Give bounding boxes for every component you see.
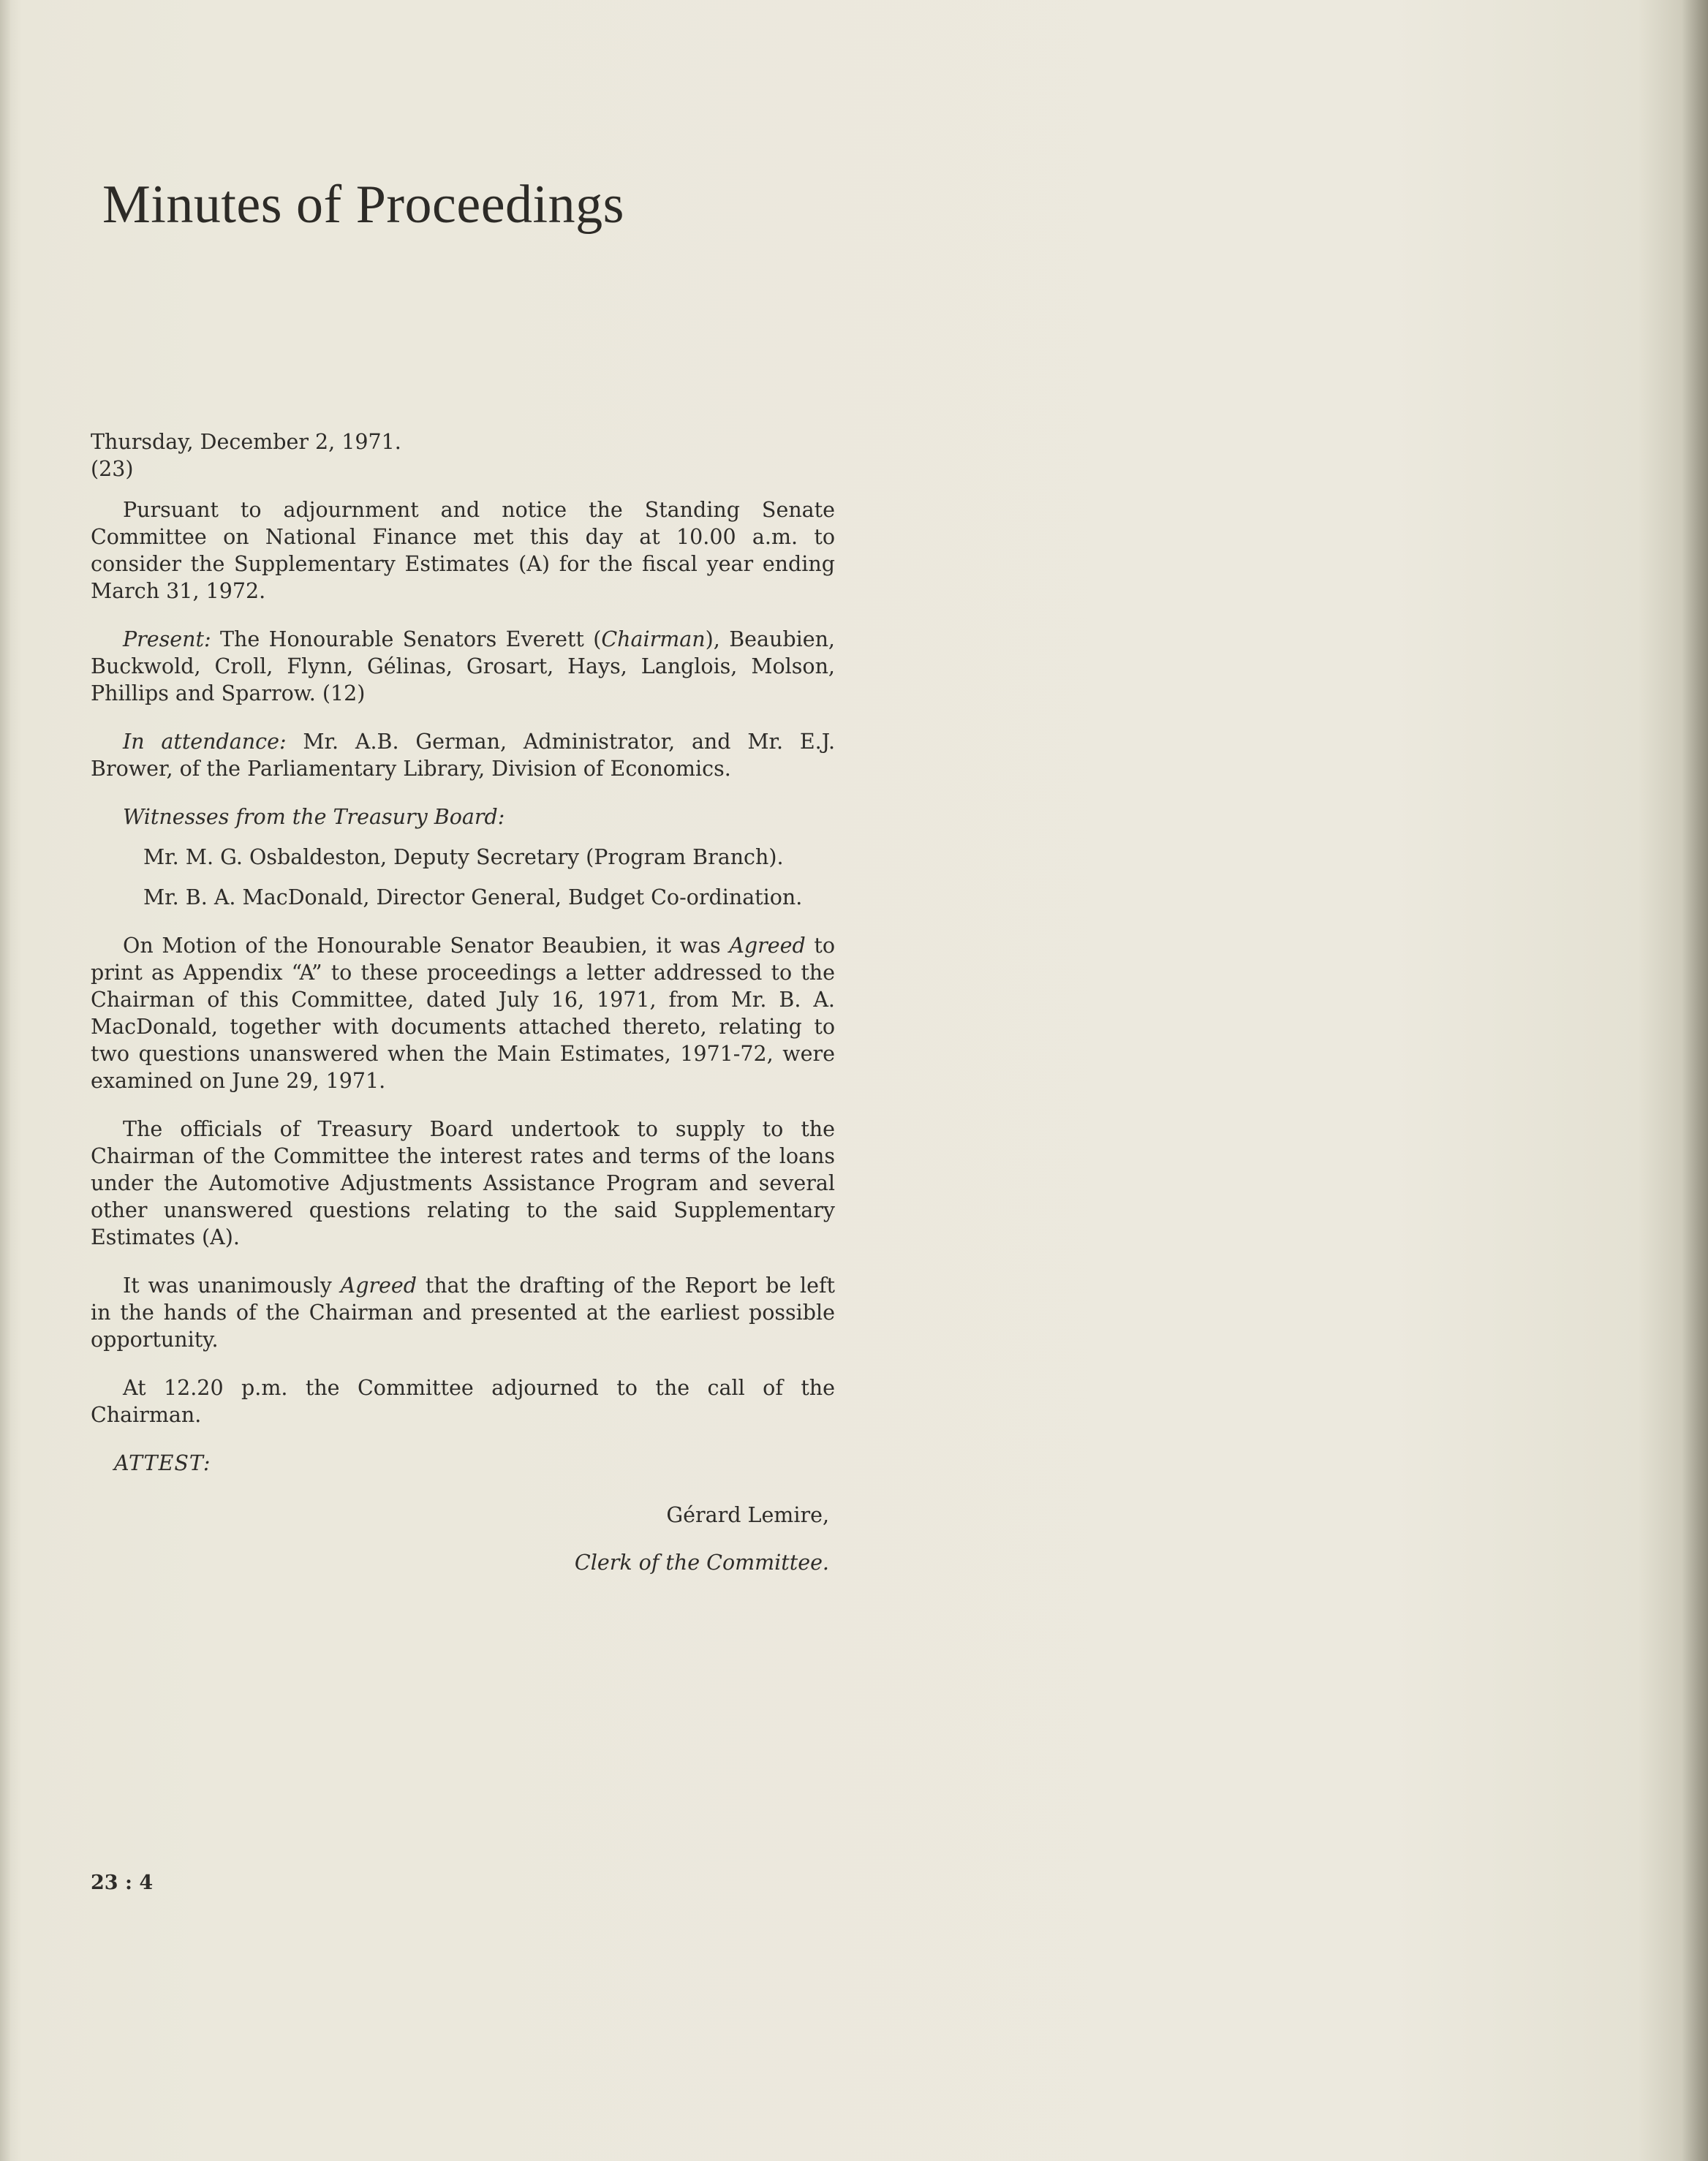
page-number: 23 : 4 bbox=[91, 1872, 154, 1894]
attest-label: ATTEST: bbox=[114, 1451, 211, 1475]
page-left-edge bbox=[0, 0, 10, 2161]
signer-name: Gérard Lemire, bbox=[666, 1503, 829, 1527]
unanimous-text-post: that the drafting of the Report be left in the hands of the Chairman and presented at the earliest possible opportunity. bbox=[91, 1273, 836, 1352]
motion-text-pre: On Motion of the Honourable Senator Beaubien, it was bbox=[123, 934, 721, 958]
present-text-post: ), Beaubien, Buckwold, Croll, Flynn, Gélinas, Grosart, Hays, Langlois, Molson, Phillips and Sparrow. (12) bbox=[91, 627, 835, 705]
witness-item: Mr. B. A. MacDonald, Director General, Budget Co-ordination. bbox=[143, 885, 803, 909]
present-chairman: Chairman bbox=[601, 627, 706, 651]
signer-title: Clerk of the Committee. bbox=[574, 1551, 829, 1575]
page-title: Minutes of Proceedings bbox=[102, 175, 624, 235]
meeting-number: (23) bbox=[91, 457, 134, 481]
motion-text-post: to print as Appendix “A” to these proceedings a letter addressed to the Chairman of this Committee, dated July 16, 1971, from Mr. B. A. MacDonald, together with documents attached thereto, relating to two questions unanswered when the Main Estimates, 1971-72, were examined on June 29, 1971. bbox=[91, 934, 835, 1093]
attendance-label: In attendance: bbox=[123, 730, 287, 754]
unanimous-agreed: Agreed bbox=[340, 1273, 417, 1298]
page-gutter-shadow bbox=[1682, 0, 1708, 2161]
meeting-date: Thursday, December 2, 1971. bbox=[91, 430, 401, 454]
attendance-paragraph bbox=[91, 728, 835, 782]
opening-paragraph: Pursuant to adjournment and notice the Standing Senate Committee on National Finance met this day at 10.00 a.m. to consider the Supplementary Estimates (A) for the fiscal year ending March 31, 1972. bbox=[91, 498, 835, 603]
adjourned-paragraph: At 12.20 p.m. the Committee adjourned to the call of the Chairman. bbox=[91, 1376, 835, 1427]
present-label: Present: bbox=[123, 627, 211, 651]
minutes-body bbox=[91, 428, 835, 1576]
motion-paragraph bbox=[91, 932, 835, 1094]
officials-paragraph: The officials of Treasury Board undertook to supply to the Chairman of the Committee the interest rates and terms of the loans under the Automotive Adjustments Assistance Program and several other unanswered questions relating to the said Supplementary Estimates (A). bbox=[91, 1117, 835, 1249]
unanimous-text-pre: It was unanimously bbox=[123, 1273, 332, 1298]
unanimous-paragraph bbox=[91, 1272, 835, 1353]
witnesses-heading: Witnesses from the Treasury Board: bbox=[123, 805, 505, 829]
witness-item: Mr. M. G. Osbaldeston, Deputy Secretary (Program Branch). bbox=[143, 845, 784, 869]
attendance-text: Mr. A.B. German, Administrator, and Mr. E.J. Brower, of the Parliamentary Library, Division of Economics. bbox=[91, 730, 836, 781]
present-text-pre: The Honourable Senators Everett ( bbox=[219, 627, 602, 651]
motion-agreed: Agreed bbox=[729, 934, 806, 958]
present-paragraph bbox=[91, 626, 835, 707]
